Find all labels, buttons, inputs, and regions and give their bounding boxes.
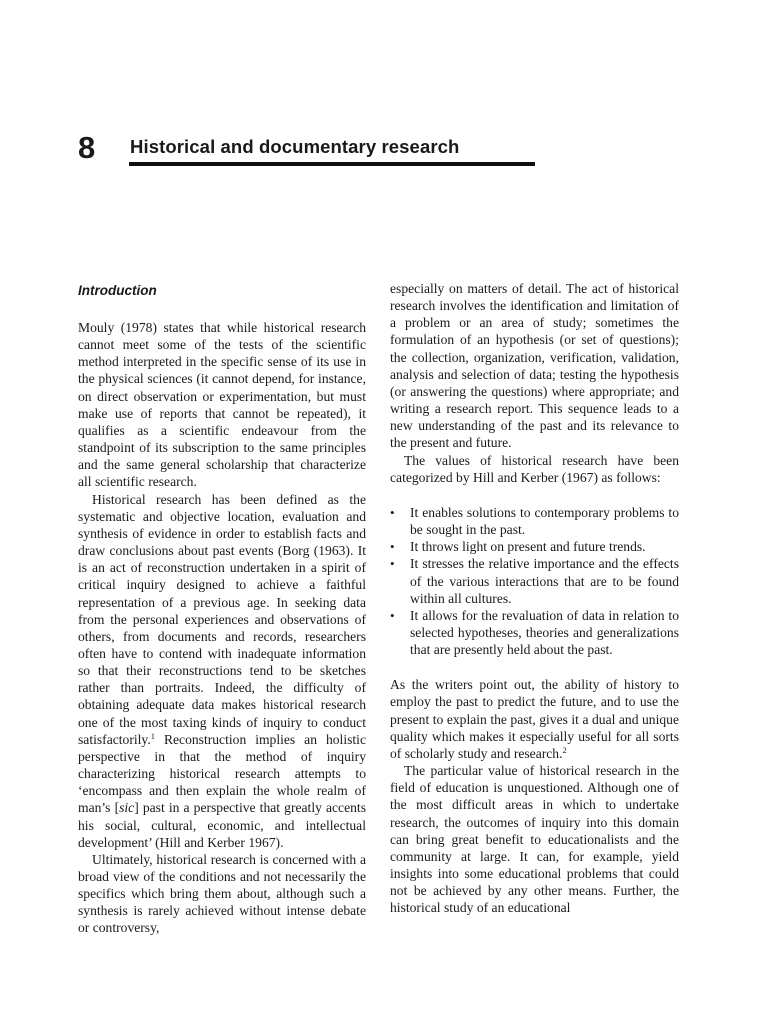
paragraph-writers-text: As the writers point out, the ability of history to employ the past to predict the future, and to use the present to explain the past, gives it a dual and unique quality which makes it especially useful for all sorts of scholarly study and research. bbox=[390, 677, 679, 761]
paragraph-definition-end: ] past in a perspective that greatly accents his social, cultural, economic, and intellectual development’ (Hill and Kerber 1967). bbox=[78, 800, 366, 850]
paragraph-definition-text: Historical research has been defined as the systematic and objective location, evaluation and synthesis of evidence in order to establish facts and draw conclusions about past events (Borg (1963). It is an act of reconstruction undertaken in a spirit of critical inquiry designed to achieve a faithful representation of a previous age. In seeking data from the personal experiences and observations of others, from documents and records, researchers often have to contend with inadequate information so that their reconstructions tend to be sketches rather than portraits. Indeed, the difficulty of obtaining adequate data makes historical research one of the most taxing kinds of inquiry to conduct satisfactorily. bbox=[78, 491, 366, 747]
paragraph-ultimately: Ultimately, historical research is concerned with a broad view of the conditions and not necessarily the specifics which bring them about, although such a synthesis is rarely achieved without intense debate or controversy, bbox=[78, 851, 366, 936]
left-column bbox=[78, 280, 366, 937]
bullet-icon: • bbox=[390, 556, 395, 572]
list-item bbox=[390, 607, 679, 658]
bullet-icon: • bbox=[390, 504, 395, 520]
values-list bbox=[390, 504, 679, 658]
paragraph-education-value: The particular value of historical research in the field of education is unquestioned. Although one of the most difficult areas in which to undertake research, the outcomes of inquiry into this domain can bring great benefit to educationalists and the community at large. It can, for example, yield insights into some educational problems that could not be achieved by any other means. Further, the historical study of an educational bbox=[390, 763, 679, 916]
footnote-marker-1: 1 bbox=[150, 730, 155, 741]
paragraph-definition-continued: Reconstruction implies an holistic perspective in that the method of inquiry characterizing historical research attempts to ‘encompass and then explain the whole realm of man’s [ bbox=[78, 731, 366, 816]
chapter-title-rule bbox=[129, 162, 535, 166]
list-item-text: It allows for the revaluation of data in relation to selected hypotheses, theories and generalizations that are presently held about the past. bbox=[410, 607, 679, 658]
sic-italic: sic bbox=[119, 800, 135, 816]
paragraph-values: The values of historical research have been categorized by Hill and Kerber (1967) as follows: bbox=[390, 452, 679, 485]
list-item bbox=[390, 555, 679, 606]
right-column bbox=[390, 280, 679, 916]
paragraph-definition bbox=[78, 491, 366, 851]
footnote-marker-2: 2 bbox=[562, 744, 567, 755]
list-item-text: It stresses the relative importance and the effects of the various interactions that are to be found within all cultures. bbox=[410, 556, 679, 606]
list-item-text: It throws light on present and future trends. bbox=[410, 539, 646, 555]
bullet-icon: • bbox=[390, 607, 395, 623]
bullet-icon: • bbox=[390, 539, 395, 555]
chapter-title: Historical and documentary research bbox=[130, 136, 460, 157]
list-item-text: It enables solutions to contemporary problems to be sought in the past. bbox=[410, 504, 679, 538]
paragraph-act-of-research: especially on matters of detail. The act of historical research involves the identification and limitation of a problem or an area of study; sometimes the formulation of an hypothesis (or set of questions); the collection, organization, verification, validation, analysis and selection of data; testing the hypothesis (or answering the questions) where appropriate; and writing a research report. This sequence leads to a new understanding of the past and its relevance to the present and future. bbox=[390, 281, 679, 451]
section-heading: Introduction bbox=[78, 283, 157, 298]
list-item bbox=[390, 538, 679, 555]
chapter-number: 8 bbox=[78, 130, 96, 165]
paragraph-mouly: Mouly (1978) states that while historical research cannot meet some of the tests of the scientific method interpreted in the specific sense of its use in the physical sciences (it cannot depend, for instance, on direct observation or experimentation, but must make use of reports that cannot be repeated), it qualifies as a scientific endeavour from the standpoint of its subscription to the same principles and the same general scholarship that characterize all scientific research. bbox=[78, 320, 366, 490]
list-item bbox=[390, 504, 679, 538]
paragraph-writers-point-out bbox=[390, 676, 679, 762]
